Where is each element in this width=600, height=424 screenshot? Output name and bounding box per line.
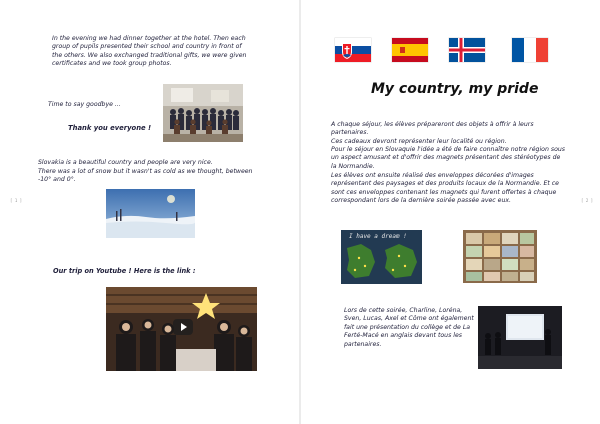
snow-landscape-photo [106, 189, 195, 238]
youtube-heading: Our trip on Youtube ! Here is the link : [53, 267, 196, 275]
france-flag-icon [512, 38, 548, 62]
body-paragraph-2: Ces cadeaux devront représenter leur localité ou région. [331, 138, 507, 145]
body-paragraph-1: A chaque séjour, les élèves prépareront des objets à offrir à leurs partenaires. [331, 121, 534, 137]
evening-presentation-text: Lors de cette soirée, Charline, Loréna, Sven, Lucas, Axel et Côme ont également fait une présentation du collège et de La Ferté-Macé en anglais devant tous les partenaires. [344, 307, 474, 348]
right-page-number: [ 2 ] [581, 198, 594, 203]
slovakia-flag-icon [335, 38, 371, 62]
iceland-flag-icon [449, 38, 485, 62]
youtube-video-thumbnail[interactable] [106, 287, 257, 371]
envelopes-magnets-photo [463, 230, 537, 283]
left-page [0, 0, 299, 424]
spain-flag-icon [392, 38, 428, 62]
i-have-a-dream-poster-photo [341, 230, 422, 284]
goodbye-text: Time to say goodbye ... [48, 101, 121, 108]
presentation-photo [478, 306, 562, 369]
slovakia-line-2: There was a lot of snow but it wasn't as cold as we thought, between -10° and 0°. [38, 168, 253, 184]
right-page [301, 0, 600, 424]
slovakia-line-1: Slovakia is a beautiful country and people are very nice. [38, 159, 213, 166]
poster-caption: I have a dream ! [349, 233, 407, 240]
group-photo [163, 84, 243, 142]
intro-paragraph: In the evening we had dinner together at the hotel. Then each group of pupils presented their school and country in front of the others. We also exchanged traditional gifts, we were given certificates and we took group photos. [52, 35, 247, 68]
body-paragraph-3: Pour le séjour en Slovaquie l'idée a été de faire connaître notre région sous un aspect amusant et d'offrir des magnets présentant des stéréotypes de la Normandie. [331, 146, 566, 170]
page-title: My country, my pride [371, 81, 539, 97]
left-page-number: [ 1 ] [10, 198, 23, 203]
play-button-icon[interactable] [173, 319, 193, 335]
thanks-heading: Thank you everyone ! [68, 124, 152, 132]
body-paragraph-4: Les élèves ont ensuite réalisé des enveloppes décorées d'images représentant des paysages et des produits locaux de la Normandie. Et ce sont ces enveloppes contenant les magnets qui furent offertes à chaque correspondant lors de la dernière soirée passée avec eux. [331, 172, 559, 205]
